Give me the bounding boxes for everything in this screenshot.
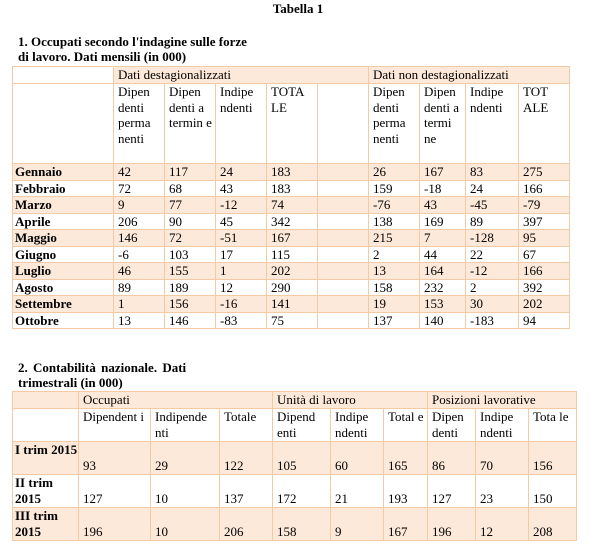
- table-cell: 392: [519, 279, 570, 296]
- table-cell: 155: [165, 263, 216, 280]
- table-cell: 46: [114, 263, 165, 280]
- table-row: [13, 312, 570, 329]
- table-cell: 164: [420, 263, 466, 280]
- spacer-cell: [318, 279, 369, 296]
- table-cell: -12: [216, 197, 267, 214]
- table-cell: 127: [79, 475, 151, 508]
- column-header: Indipe ndenti: [331, 409, 384, 442]
- month-label: Ottobre: [13, 312, 114, 329]
- table-cell: 10: [151, 475, 220, 508]
- column-header: Indipe ndenti: [216, 84, 267, 164]
- table-cell: 202: [267, 263, 318, 280]
- table-cell: 193: [384, 475, 428, 508]
- column-header: Dipend enti: [273, 409, 331, 442]
- table-cell: 153: [420, 296, 466, 313]
- table-cell: -76: [369, 197, 420, 214]
- column-header: Tota le: [529, 409, 577, 442]
- group-header-seasonally-adjusted: Dati destagionalizzati: [114, 67, 369, 84]
- table-cell: 156: [165, 296, 216, 313]
- table-row: [13, 508, 577, 541]
- table-row: [13, 263, 570, 280]
- section2-heading-line2: trimestrali (in 000): [18, 375, 123, 390]
- table-cell: 146: [165, 312, 216, 329]
- table-cell: 158: [273, 508, 331, 541]
- month-label: Giugno: [13, 246, 114, 263]
- table-row: [13, 279, 570, 296]
- table-cell: 137: [369, 312, 420, 329]
- table-cell: 1: [114, 296, 165, 313]
- table-cell: 141: [267, 296, 318, 313]
- table-cell: 167: [384, 508, 428, 541]
- table-cell: 183: [267, 164, 318, 181]
- table-cell: -83: [216, 312, 267, 329]
- table-cell: 60: [331, 442, 384, 475]
- quarter-label: II trim 2015: [13, 475, 79, 508]
- table-cell: 150: [529, 475, 577, 508]
- spacer-cell: [318, 263, 369, 280]
- column-header: Indipe ndenti: [466, 84, 519, 164]
- table-cell: 19: [369, 296, 420, 313]
- group-header-occupati: Occupati: [79, 392, 273, 409]
- table-cell: 169: [420, 213, 466, 230]
- month-label: Aprile: [13, 213, 114, 230]
- table-cell: 206: [220, 508, 273, 541]
- table-row: [13, 197, 570, 214]
- table-cell: 12: [476, 508, 529, 541]
- month-label: Maggio: [13, 230, 114, 247]
- table-cell: 95: [519, 230, 570, 247]
- table-cell: 94: [519, 312, 570, 329]
- table-row: [13, 475, 577, 508]
- table-cell: 232: [420, 279, 466, 296]
- section2-heading: [18, 360, 186, 390]
- table-cell: -6: [114, 246, 165, 263]
- month-label: Settembre: [13, 296, 114, 313]
- table-cell: 10: [151, 508, 220, 541]
- table-row: [13, 213, 570, 230]
- table-cell: 90: [165, 213, 216, 230]
- row-label-header: [13, 409, 79, 442]
- section1-heading-line2: di lavoro. Dati mensili (in 000): [18, 49, 187, 64]
- page-title: Tabella 1: [272, 1, 324, 16]
- table-cell: 166: [519, 180, 570, 197]
- spacer-cell: [318, 197, 369, 214]
- table-cell: -51: [216, 230, 267, 247]
- month-label: Luglio: [13, 263, 114, 280]
- table-cell: 24: [466, 180, 519, 197]
- table-cell: 146: [114, 230, 165, 247]
- spacer-cell: [318, 213, 369, 230]
- spacer-cell: [318, 296, 369, 313]
- spacer-cell: [318, 246, 369, 263]
- table-cell: 24: [216, 164, 267, 181]
- table-cell: 21: [331, 475, 384, 508]
- table-cell: 208: [529, 508, 577, 541]
- table-cell: 7: [420, 230, 466, 247]
- quarterly-national-accounts-table: [12, 391, 577, 541]
- column-header: Dipen denti a termin e: [165, 84, 216, 164]
- corner-cell: [13, 67, 114, 84]
- table-cell: 23: [476, 475, 529, 508]
- column-header: Dipen denti a termi ne: [420, 84, 466, 164]
- table-cell: 397: [519, 213, 570, 230]
- table-cell: 68: [165, 180, 216, 197]
- group-header-unita-di-lavoro: Unità di lavoro: [273, 392, 428, 409]
- table-cell: 2: [466, 279, 519, 296]
- group-header-posizioni-lavorative: Posizioni lavorative: [428, 392, 577, 409]
- table-row: [13, 164, 570, 181]
- table-cell: 72: [114, 180, 165, 197]
- table-row: [13, 296, 570, 313]
- table-cell: 172: [273, 475, 331, 508]
- table-cell: 86: [428, 442, 476, 475]
- table-cell: 122: [220, 442, 273, 475]
- table-cell: 74: [267, 197, 318, 214]
- table-cell: -18: [420, 180, 466, 197]
- table-row: [13, 230, 570, 247]
- column-header: Dipen denti perma nenti: [369, 84, 420, 164]
- table-cell: 342: [267, 213, 318, 230]
- table-cell: 77: [165, 197, 216, 214]
- table-cell: 166: [519, 263, 570, 280]
- table-cell: 26: [369, 164, 420, 181]
- spacer-cell: [318, 312, 369, 329]
- table-cell: 45: [216, 213, 267, 230]
- table-cell: 89: [114, 279, 165, 296]
- table-cell: 12: [216, 279, 267, 296]
- column-header: Dipen denti perma nenti: [114, 84, 165, 164]
- table-cell: 103: [165, 246, 216, 263]
- section2-heading-line1: 2. Contabilità nazionale. Dati: [18, 360, 187, 375]
- table-cell: 9: [331, 508, 384, 541]
- table-cell: 138: [369, 213, 420, 230]
- month-label: Agosto: [13, 279, 114, 296]
- column-header: Dipendent i: [79, 409, 151, 442]
- table-cell: 202: [519, 296, 570, 313]
- table-cell: 93: [79, 442, 151, 475]
- table-cell: 127: [428, 475, 476, 508]
- row-label-header: [13, 84, 114, 164]
- spacer-cell: [318, 84, 369, 164]
- table-cell: 89: [466, 213, 519, 230]
- month-label: Marzo: [13, 197, 114, 214]
- column-header: TOT ALE: [519, 84, 570, 164]
- column-header: TOTA LE: [267, 84, 318, 164]
- table-cell: 29: [151, 442, 220, 475]
- table-row: [13, 180, 570, 197]
- table-cell: 44: [420, 246, 466, 263]
- table-row: [13, 442, 577, 475]
- column-header: Indipe ndenti: [476, 409, 529, 442]
- table-cell: 43: [216, 180, 267, 197]
- table-cell: 67: [519, 246, 570, 263]
- table-cell: 43: [420, 197, 466, 214]
- table-cell: 290: [267, 279, 318, 296]
- table-cell: -128: [466, 230, 519, 247]
- table-cell: 30: [466, 296, 519, 313]
- table-cell: 9: [114, 197, 165, 214]
- spacer-cell: [318, 180, 369, 197]
- table-cell: -12: [466, 263, 519, 280]
- monthly-employment-table: [12, 66, 570, 329]
- table-cell: 1: [216, 263, 267, 280]
- table-cell: 215: [369, 230, 420, 247]
- table-cell: 189: [165, 279, 216, 296]
- table-cell: 156: [529, 442, 577, 475]
- table-cell: 183: [267, 180, 318, 197]
- column-header: Indipende nti: [151, 409, 220, 442]
- corner-cell: [13, 392, 79, 409]
- table-cell: 165: [384, 442, 428, 475]
- table-cell: 158: [369, 279, 420, 296]
- table-cell: 137: [220, 475, 273, 508]
- table-cell: 196: [79, 508, 151, 541]
- table-cell: -16: [216, 296, 267, 313]
- table-cell: 117: [165, 164, 216, 181]
- table-cell: 115: [267, 246, 318, 263]
- table-cell: 17: [216, 246, 267, 263]
- table-cell: 75: [267, 312, 318, 329]
- table-cell: 83: [466, 164, 519, 181]
- table-cell: 13: [114, 312, 165, 329]
- table-cell: 13: [369, 263, 420, 280]
- table-cell: 140: [420, 312, 466, 329]
- section1-heading: [18, 34, 247, 64]
- quarter-label: I trim 2015: [13, 442, 79, 475]
- table-cell: 72: [165, 230, 216, 247]
- table-cell: 167: [420, 164, 466, 181]
- quarter-label: III trim 2015: [13, 508, 79, 541]
- table-cell: 275: [519, 164, 570, 181]
- spacer-cell: [318, 164, 369, 181]
- table-row: [13, 246, 570, 263]
- column-header: Dipen denti: [428, 409, 476, 442]
- table-cell: 22: [466, 246, 519, 263]
- table-cell: 196: [428, 508, 476, 541]
- table-cell: -45: [466, 197, 519, 214]
- table-cell: 206: [114, 213, 165, 230]
- month-label: Febbraio: [13, 180, 114, 197]
- table-cell: 105: [273, 442, 331, 475]
- group-header-not-seasonally-adjusted: Dati non destagionalizzati: [369, 67, 570, 84]
- column-header: Totale: [220, 409, 273, 442]
- table-cell: 2: [369, 246, 420, 263]
- table-cell: 42: [114, 164, 165, 181]
- spacer-cell: [318, 230, 369, 247]
- table-cell: 159: [369, 180, 420, 197]
- table-cell: 167: [267, 230, 318, 247]
- table-cell: 70: [476, 442, 529, 475]
- section1-heading-line1: 1. Occupati secondo l'indagine sulle forze: [18, 34, 247, 49]
- table-cell: -79: [519, 197, 570, 214]
- column-header: Total e: [384, 409, 428, 442]
- month-label: Gennaio: [13, 164, 114, 181]
- table-cell: -183: [466, 312, 519, 329]
